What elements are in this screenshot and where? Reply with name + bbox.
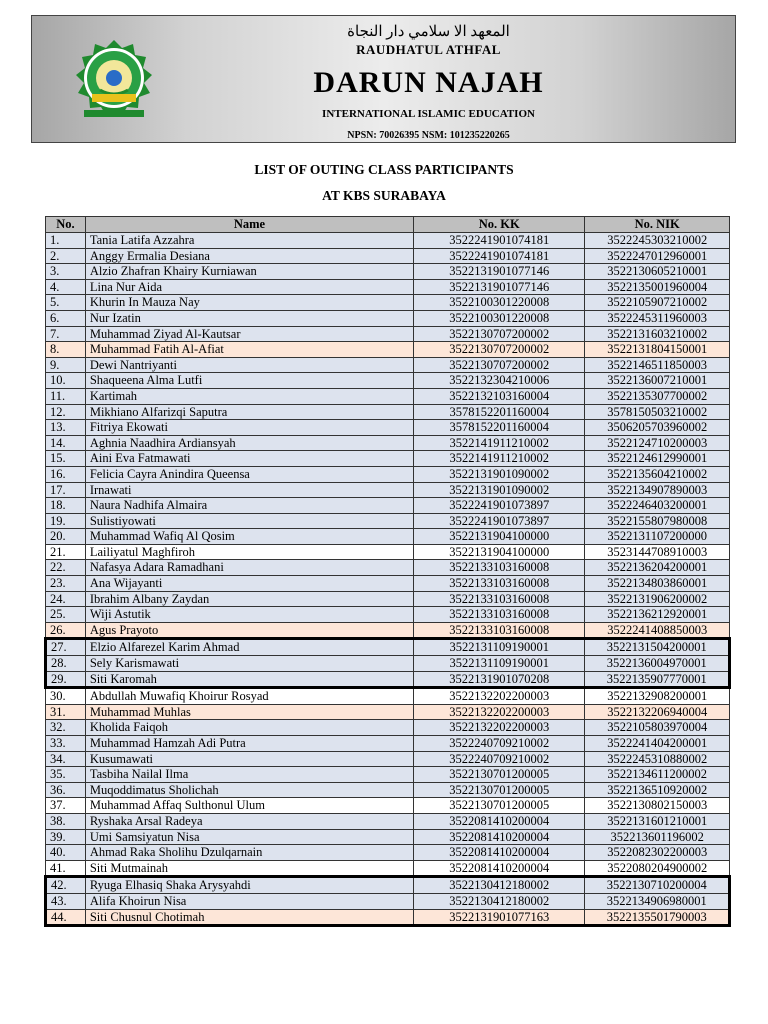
table-row — [46, 751, 730, 767]
identity-number: 3522245311960003 — [585, 310, 730, 326]
identity-number: 3522124710200003 — [585, 435, 730, 451]
participant-name: Ryshaka Arsal Radeya — [85, 813, 413, 829]
row-number: 31. — [46, 704, 86, 720]
row-number: 24. — [46, 591, 86, 607]
table-row — [46, 798, 730, 814]
participant-name: Kartimah — [85, 388, 413, 404]
table-row — [46, 560, 730, 576]
table-row — [46, 576, 730, 592]
family-card-number: 3522241901073897 — [414, 498, 585, 514]
identity-number: 3522130605210001 — [585, 264, 730, 280]
family-card-number: 3522133103160008 — [414, 607, 585, 623]
table-row — [46, 893, 730, 909]
row-number: 23. — [46, 576, 86, 592]
table-row — [46, 591, 730, 607]
identity-number: 3522131504200001 — [585, 639, 730, 656]
family-card-number: 3522141911210002 — [414, 435, 585, 451]
row-number: 41. — [46, 860, 86, 877]
family-card-number: 3522132202200003 — [414, 688, 585, 705]
participant-name: Muhammad Muhlas — [85, 704, 413, 720]
family-card-number: 3522132202200003 — [414, 720, 585, 736]
identity-number: 3522082302200003 — [585, 845, 730, 861]
identity-number: 3522146511850003 — [585, 357, 730, 373]
identity-number: 3522131601210001 — [585, 813, 730, 829]
participant-name: Nur Izatin — [85, 310, 413, 326]
identity-number: 3522135307700002 — [585, 388, 730, 404]
participant-name: Muhammad Wafiq Al Qosim — [85, 529, 413, 545]
participant-name: Umi Samsiyatun Nisa — [85, 829, 413, 845]
identity-number: 3522131906200002 — [585, 591, 730, 607]
letterhead — [31, 15, 736, 143]
row-number: 26. — [46, 622, 86, 639]
participant-name: Siti Mutmainah — [85, 860, 413, 877]
table-row — [46, 688, 730, 705]
family-card-number: 3522100301220008 — [414, 310, 585, 326]
row-number: 40. — [46, 845, 86, 861]
identity-number: 3506205703960002 — [585, 420, 730, 436]
identity-number: 352213601196002 — [585, 829, 730, 845]
row-number: 3. — [46, 264, 86, 280]
family-card-number: 3522130701200005 — [414, 782, 585, 798]
family-card-number: 3522100301220008 — [414, 295, 585, 311]
participant-name: Muhammad Ziyad Al-Kautsar — [85, 326, 413, 342]
institution-name: DARUN NAJAH — [313, 66, 544, 99]
family-card-number: 3522132202200003 — [414, 704, 585, 720]
family-card-number: 3522131901077146 — [414, 279, 585, 295]
participant-name: Ahmad Raka Sholihu Dzulqarnain — [85, 845, 413, 861]
family-card-number: 3522130707200002 — [414, 357, 585, 373]
table-row — [46, 513, 730, 529]
family-card-number: 3522081410200004 — [414, 860, 585, 877]
table-row — [46, 607, 730, 623]
row-number: 15. — [46, 451, 86, 467]
table-row — [46, 529, 730, 545]
table-row — [46, 342, 730, 358]
row-number: 37. — [46, 798, 86, 814]
identity-number: 3522241404200001 — [585, 736, 730, 752]
table-row — [46, 264, 730, 280]
identity-number: 3522130802150003 — [585, 798, 730, 814]
table-row — [46, 388, 730, 404]
row-number: 21. — [46, 544, 86, 560]
participant-name: Lina Nur Aida — [85, 279, 413, 295]
row-number: 39. — [46, 829, 86, 845]
row-number: 1. — [46, 233, 86, 249]
identity-number: 3522080204900002 — [585, 860, 730, 877]
family-card-number: 3522241901074181 — [414, 233, 585, 249]
family-card-number: 3522081410200004 — [414, 813, 585, 829]
institution-registration: NPSN: 70026395 NSM: 101235220265 — [347, 130, 510, 141]
participant-name: Kholida Faiqoh — [85, 720, 413, 736]
identity-number: 3522136204200001 — [585, 560, 730, 576]
identity-number: 3522135001960004 — [585, 279, 730, 295]
identity-number: 3522136212920001 — [585, 607, 730, 623]
participant-name: Elzio Alfarezel Karim Ahmad — [85, 639, 413, 656]
row-number: 43. — [46, 893, 86, 909]
participant-name: Mikhiano Alfarizqi Saputra — [85, 404, 413, 420]
row-number: 34. — [46, 751, 86, 767]
participant-name: Ibrahim Albany Zaydan — [85, 591, 413, 607]
table-row — [46, 639, 730, 656]
table-row — [46, 622, 730, 639]
family-card-number: 3522131901077163 — [414, 909, 585, 926]
identity-number: 3522135907770001 — [585, 671, 730, 688]
row-number: 12. — [46, 404, 86, 420]
family-card-number: 3522240709210002 — [414, 751, 585, 767]
participant-table — [44, 216, 731, 927]
table-row — [46, 544, 730, 560]
row-number: 13. — [46, 420, 86, 436]
family-card-number: 3522081410200004 — [414, 829, 585, 845]
header-no: No. — [46, 217, 86, 233]
table-row — [46, 736, 730, 752]
identity-number: 3522130710200004 — [585, 877, 730, 894]
family-card-number: 3522081410200004 — [414, 845, 585, 861]
table-row — [46, 310, 730, 326]
row-number: 8. — [46, 342, 86, 358]
table-row — [46, 767, 730, 783]
identity-number: 3522134803860001 — [585, 576, 730, 592]
identity-number: 3522136510920002 — [585, 782, 730, 798]
participant-name: Sely Karismawati — [85, 656, 413, 672]
identity-number: 3522247012960001 — [585, 248, 730, 264]
participant-name: Muqoddimatus Sholichah — [85, 782, 413, 798]
row-number: 33. — [46, 736, 86, 752]
family-card-number: 3522132103160004 — [414, 388, 585, 404]
family-card-number: 3522131109190001 — [414, 656, 585, 672]
table-row — [46, 295, 730, 311]
row-number: 6. — [46, 310, 86, 326]
participant-name: Aghnia Naadhira Ardiansyah — [85, 435, 413, 451]
row-number: 29. — [46, 671, 86, 688]
row-number: 42. — [46, 877, 86, 894]
row-number: 5. — [46, 295, 86, 311]
participant-name: Alzio Zhafran Khairy Kurniawan — [85, 264, 413, 280]
institution-tagline: INTERNATIONAL ISLAMIC EDUCATION — [322, 108, 535, 120]
row-number: 19. — [46, 513, 86, 529]
identity-number: 3522132206940004 — [585, 704, 730, 720]
row-number: 25. — [46, 607, 86, 623]
table-row — [46, 404, 730, 420]
identity-number: 3522155807980008 — [585, 513, 730, 529]
arabic-institution-name: المعهد الا سلامي دار النجاة — [347, 24, 510, 40]
participant-name: Kusumawati — [85, 751, 413, 767]
participant-name: Lailiyatul Maghfiroh — [85, 544, 413, 560]
table-row — [46, 357, 730, 373]
identity-number: 3522131603210002 — [585, 326, 730, 342]
row-number: 44. — [46, 909, 86, 926]
row-number: 11. — [46, 388, 86, 404]
participant-name: Sulistiyowati — [85, 513, 413, 529]
row-number: 16. — [46, 466, 86, 482]
table-row — [46, 829, 730, 845]
family-card-number: 3522133103160008 — [414, 591, 585, 607]
family-card-number: 3522131109190001 — [414, 639, 585, 656]
participant-name: Fitriya Ekowati — [85, 420, 413, 436]
family-card-number: 3522141911210002 — [414, 451, 585, 467]
identity-number: 3522132908200001 — [585, 688, 730, 705]
identity-number: 3522245310880002 — [585, 751, 730, 767]
family-card-number: 3522132304210006 — [414, 373, 585, 389]
identity-number: 3522134906980001 — [585, 893, 730, 909]
participant-name: Aini Eva Fatmawati — [85, 451, 413, 467]
identity-number: 3522135604210002 — [585, 466, 730, 482]
identity-number: 3578150503210002 — [585, 404, 730, 420]
family-card-number: 3578152201160004 — [414, 420, 585, 436]
identity-number: 3522105803970004 — [585, 720, 730, 736]
table-row — [46, 704, 730, 720]
row-number: 35. — [46, 767, 86, 783]
row-number: 32. — [46, 720, 86, 736]
identity-number: 3522136004970001 — [585, 656, 730, 672]
participant-name: Naura Nadhifa Almaira — [85, 498, 413, 514]
family-card-number: 3522130412180002 — [414, 877, 585, 894]
participant-name: Muhammad Fatih Al-Afiat — [85, 342, 413, 358]
table-row — [46, 813, 730, 829]
participant-name: Siti Karomah — [85, 671, 413, 688]
family-card-number: 3522131904100000 — [414, 529, 585, 545]
participant-name: Nafasya Adara Ramadhani — [85, 560, 413, 576]
family-card-number: 3522241901074181 — [414, 248, 585, 264]
table-row — [46, 279, 730, 295]
identity-number: 3522134907890003 — [585, 482, 730, 498]
header-kk: No. KK — [414, 217, 585, 233]
identity-number: 3522135501790003 — [585, 909, 730, 926]
participant-name: Irnawati — [85, 482, 413, 498]
participant-name: Dewi Nantriyanti — [85, 357, 413, 373]
table-row — [46, 451, 730, 467]
table-row — [46, 248, 730, 264]
identity-number: 3522246403200001 — [585, 498, 730, 514]
table-header-row — [46, 217, 730, 233]
row-number: 17. — [46, 482, 86, 498]
identity-number: 3522131107200000 — [585, 529, 730, 545]
participant-rows — [46, 233, 730, 926]
table-row — [46, 845, 730, 861]
table-row — [46, 782, 730, 798]
row-number: 10. — [46, 373, 86, 389]
institution-subtitle: RAUDHATUL ATHFAL — [356, 42, 501, 57]
table-row — [46, 877, 730, 894]
family-card-number: 3522130707200002 — [414, 342, 585, 358]
row-number: 20. — [46, 529, 86, 545]
family-card-number: 3578152201160004 — [414, 404, 585, 420]
identity-number: 3522134611200002 — [585, 767, 730, 783]
family-card-number: 3522240709210002 — [414, 736, 585, 752]
table-row — [46, 482, 730, 498]
table-row — [46, 326, 730, 342]
identity-number: 3522105907210002 — [585, 295, 730, 311]
participant-name: Tasbiha Nailal Ilma — [85, 767, 413, 783]
family-card-number: 3522131904100000 — [414, 544, 585, 560]
participant-name: Shaqueena Alma Lutfi — [85, 373, 413, 389]
row-number: 18. — [46, 498, 86, 514]
participant-name: Felicia Cayra Anindira Queensa — [85, 466, 413, 482]
identity-number: 3522245303210002 — [585, 233, 730, 249]
identity-number: 3523144708910003 — [585, 544, 730, 560]
table-row — [46, 860, 730, 877]
table-row — [46, 435, 730, 451]
family-card-number: 3522131901070208 — [414, 671, 585, 688]
identity-number: 3522241408850003 — [585, 622, 730, 639]
participant-name: Khurin In Mauza Nay — [85, 295, 413, 311]
row-number: 27. — [46, 639, 86, 656]
participant-name: Siti Chusnul Chotimah — [85, 909, 413, 926]
family-card-number: 3522133103160008 — [414, 576, 585, 592]
identity-number: 3522136007210001 — [585, 373, 730, 389]
family-card-number: 3522131901090002 — [414, 466, 585, 482]
header-nik: No. NIK — [585, 217, 730, 233]
identity-number: 3522131804150001 — [585, 342, 730, 358]
row-number: 38. — [46, 813, 86, 829]
header-name: Name — [85, 217, 413, 233]
row-number: 2. — [46, 248, 86, 264]
row-number: 4. — [46, 279, 86, 295]
participant-name: Tania Latifa Azzahra — [85, 233, 413, 249]
participant-name: Ana Wijayanti — [85, 576, 413, 592]
row-number: 28. — [46, 656, 86, 672]
participant-name: Muhammad Hamzah Adi Putra — [85, 736, 413, 752]
family-card-number: 3522133103160008 — [414, 622, 585, 639]
participant-name: Wiji Astutik — [85, 607, 413, 623]
participant-name: Alifa Khoirun Nisa — [85, 893, 413, 909]
identity-number: 3522124612990001 — [585, 451, 730, 467]
row-number: 22. — [46, 560, 86, 576]
family-card-number: 3522241901073897 — [414, 513, 585, 529]
table-row — [46, 420, 730, 436]
family-card-number: 3522131901077146 — [414, 264, 585, 280]
participant-name: Agus Prayoto — [85, 622, 413, 639]
family-card-number: 3522133103160008 — [414, 560, 585, 576]
row-number: 36. — [46, 782, 86, 798]
participant-name: Abdullah Muwafiq Khoirur Rosyad — [85, 688, 413, 705]
row-number: 7. — [46, 326, 86, 342]
table-row — [46, 656, 730, 672]
family-card-number: 3522130707200002 — [414, 326, 585, 342]
participant-name: Anggy Ermalia Desiana — [85, 248, 413, 264]
family-card-number: 3522130701200005 — [414, 798, 585, 814]
row-number: 30. — [46, 688, 86, 705]
family-card-number: 3522131901090002 — [414, 482, 585, 498]
row-number: 14. — [46, 435, 86, 451]
table-row — [46, 720, 730, 736]
family-card-number: 3522130701200005 — [414, 767, 585, 783]
table-row — [46, 498, 730, 514]
family-card-number: 3522130412180002 — [414, 893, 585, 909]
row-number: 9. — [46, 357, 86, 373]
document-title: LIST OF OUTING CLASS PARTICIPANTS — [254, 162, 514, 177]
table-row — [46, 671, 730, 688]
participant-name: Ryuga Elhasiq Shaka Arysyahdi — [85, 877, 413, 894]
table-row — [46, 466, 730, 482]
document-subtitle: AT KBS SURABAYA — [322, 188, 446, 203]
table-row — [46, 909, 730, 926]
table-row — [46, 373, 730, 389]
participant-name: Muhammad Affaq Sulthonul Ulum — [85, 798, 413, 814]
table-row — [46, 233, 730, 249]
